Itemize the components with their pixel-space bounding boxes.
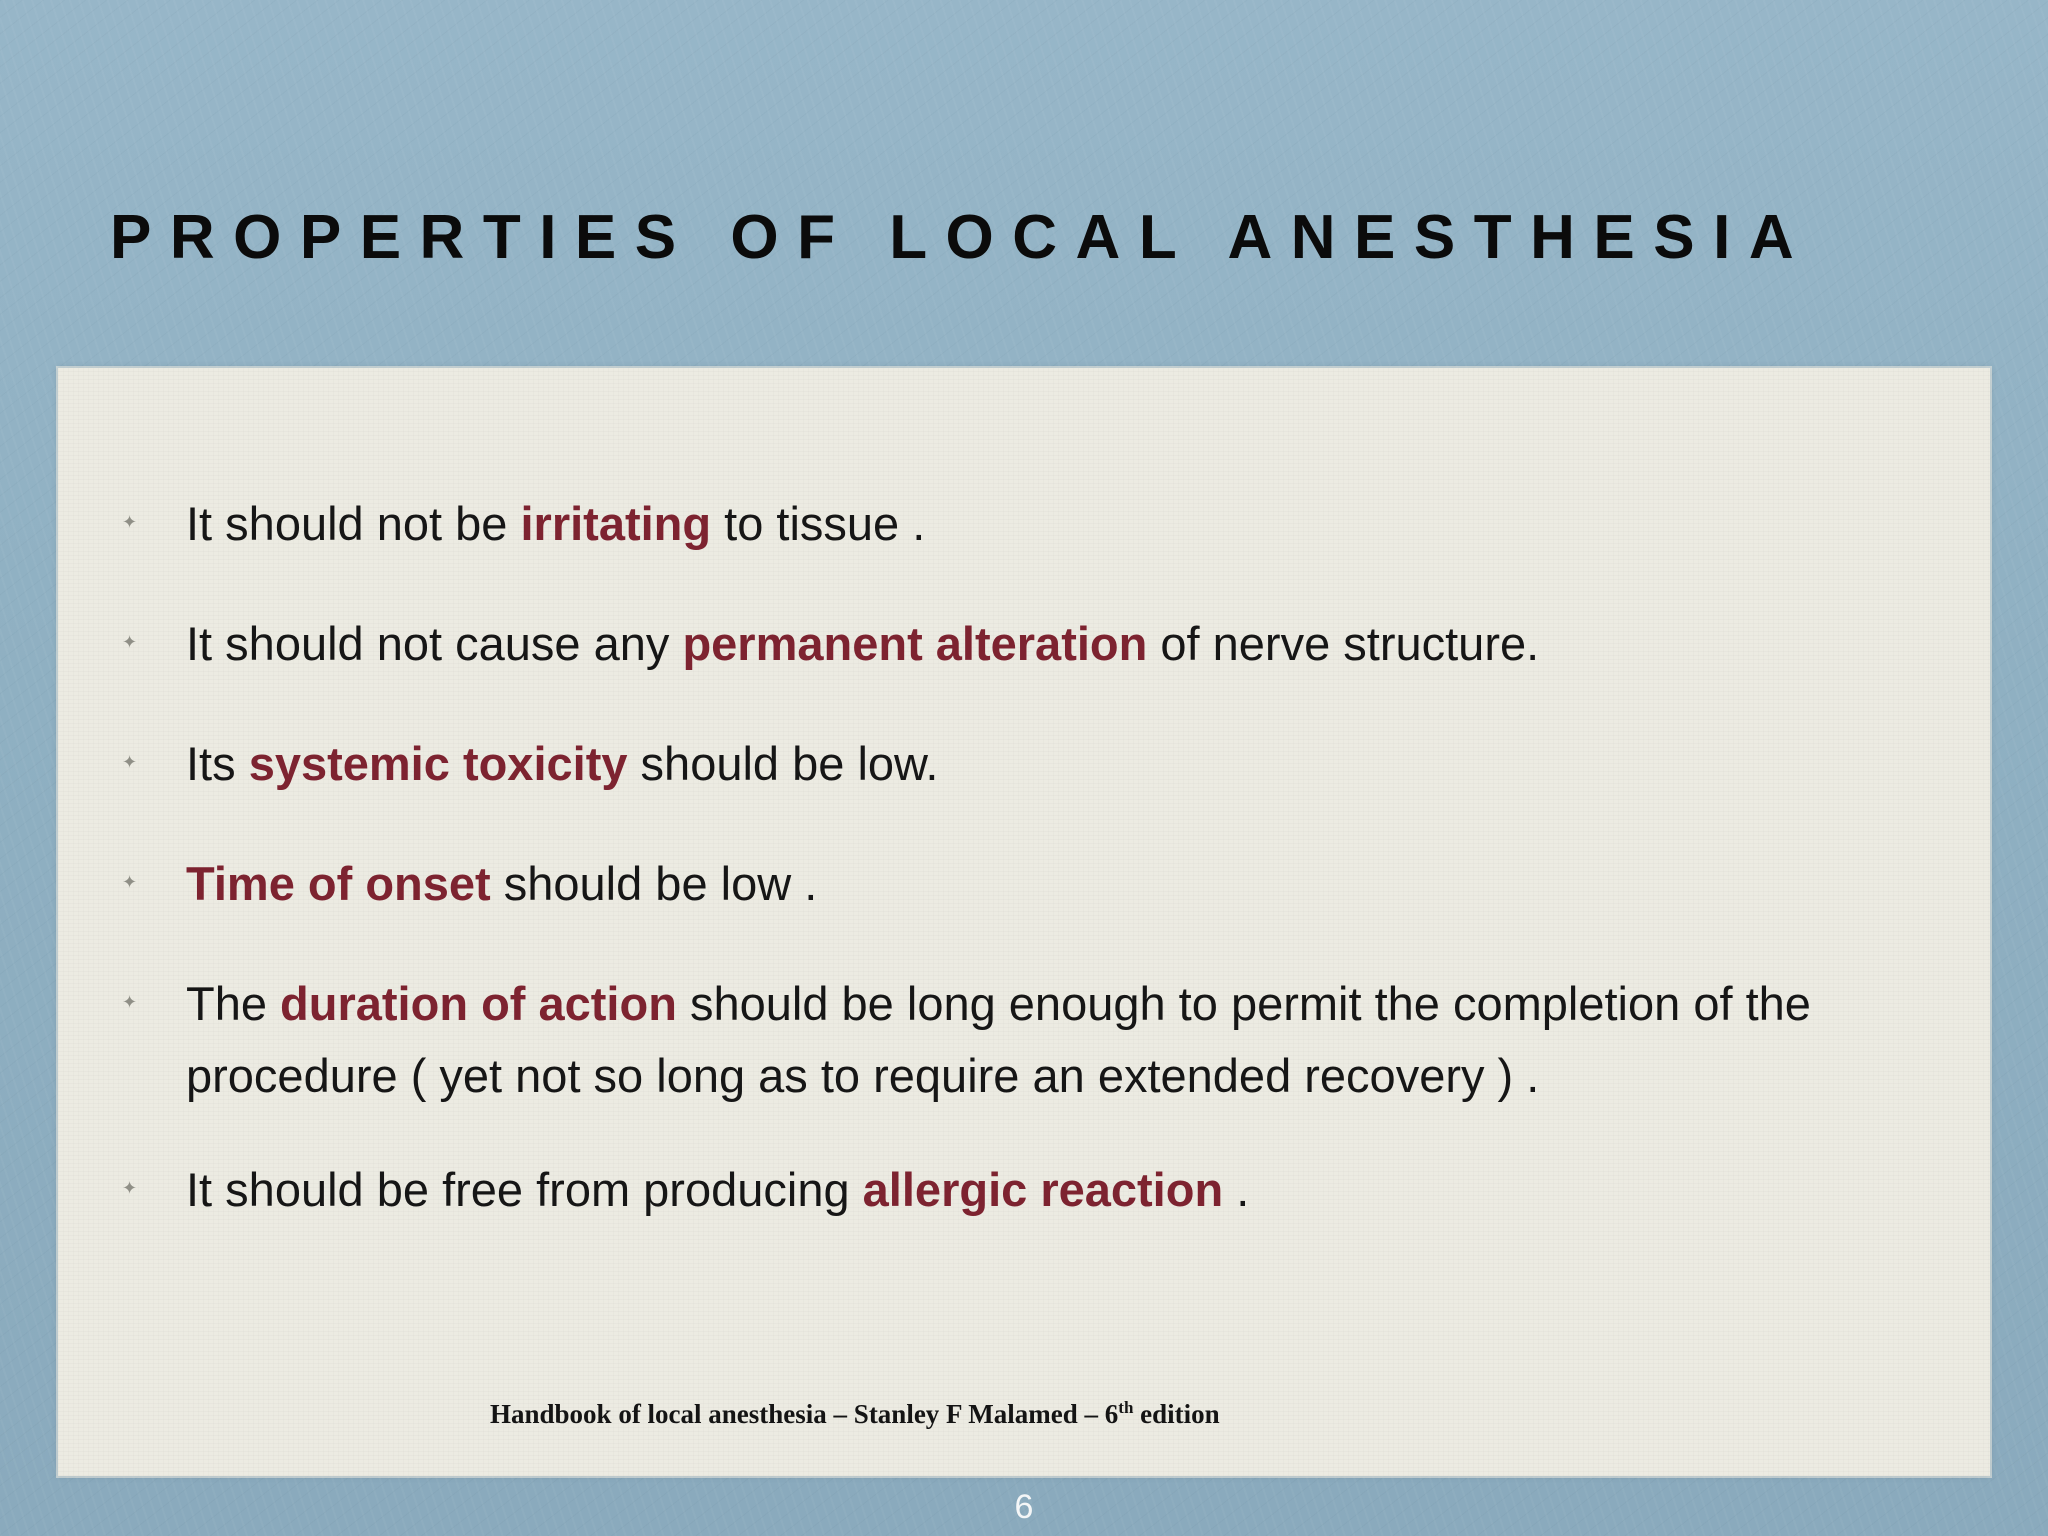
page-number: 6 <box>1014 1488 1034 1526</box>
citation-superscript: th <box>1118 1398 1134 1417</box>
star-bullet-icon: ✦ <box>122 992 138 1012</box>
slide-title: PROPERTIES OF LOCAL ANESTHESIA <box>110 203 1813 272</box>
list-item <box>122 488 1876 560</box>
bullet-text: It should not cause any <box>186 617 683 670</box>
star-bullet-icon: ✦ <box>122 1178 138 1198</box>
star-bullet-icon: ✦ <box>122 752 138 772</box>
bullet-highlight: systemic toxicity <box>248 737 628 790</box>
bullet-text: It should be free from producing <box>186 1163 863 1216</box>
list-item <box>122 848 1876 920</box>
star-bullet-icon: ✦ <box>122 872 138 892</box>
citation-suffix: edition <box>1133 1399 1220 1429</box>
citation <box>490 1398 1220 1430</box>
star-bullet-icon: ✦ <box>122 512 138 532</box>
bullet-text: It should not be <box>186 497 521 550</box>
citation-text: Handbook of local anesthesia – Stanley F Malamed – 6 <box>490 1399 1119 1429</box>
list-item <box>122 968 1876 1112</box>
bullet-text: . <box>1223 1163 1250 1216</box>
bullet-text: Its <box>186 737 249 790</box>
bullet-highlight: duration of action <box>280 977 677 1030</box>
bullet-highlight: allergic reaction <box>862 1163 1224 1216</box>
bullet-list <box>122 488 1876 1274</box>
bullet-text: The <box>186 977 281 1030</box>
bullet-highlight: Time of onset <box>186 857 491 910</box>
list-item <box>122 608 1876 680</box>
bullet-highlight: permanent alteration <box>682 617 1148 670</box>
bullet-text: of nerve structure. <box>1147 617 1540 670</box>
star-bullet-icon: ✦ <box>122 632 138 652</box>
bullet-text: should be low . <box>490 857 818 910</box>
bullet-text: should be low. <box>627 737 939 790</box>
bullet-highlight: irritating <box>520 497 712 550</box>
list-item <box>122 728 1876 800</box>
list-item <box>122 1154 1876 1226</box>
bullet-text: should be long enough to permit the completion of the procedure ( yet not so long as to require an extended recovery ) . <box>186 977 1811 1102</box>
bullet-text: to tissue . <box>711 497 926 550</box>
